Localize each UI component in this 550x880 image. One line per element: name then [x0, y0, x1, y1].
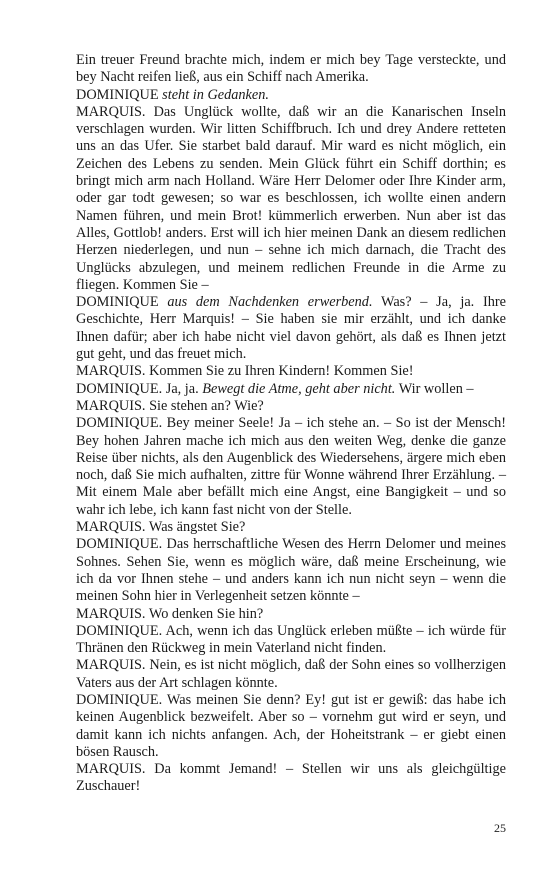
- paragraph-text: Kommen Sie zu Ihren Kindern! Kommen Sie!: [149, 363, 414, 380]
- paragraph-dominique-stage: [76, 87, 506, 104]
- dialogue-text: [76, 52, 506, 796]
- paragraph-marquis: [76, 657, 506, 692]
- speaker-name: DOMINIQUE.: [76, 380, 163, 397]
- speaker-name: DOMINIQUE: [76, 86, 159, 103]
- speaker-name: MARQUIS.: [76, 363, 146, 380]
- speaker-name: DOMINIQUE.: [76, 691, 163, 708]
- speaker-name: DOMINIQUE.: [76, 622, 163, 639]
- speaker-name: DOMINIQUE.: [76, 536, 163, 553]
- speaker-name: MARQUIS.: [76, 519, 146, 536]
- paragraph-dominique: [76, 692, 506, 761]
- paragraph-narration: [76, 52, 506, 87]
- paragraph-marquis: [76, 761, 506, 796]
- paragraph-text: Nein, es ist nicht möglich, daß der Sohn eines so vollherzigen Vaters aus der Art schlagen könnte.: [76, 657, 506, 691]
- paragraph-text: Das Unglück wollte, daß wir an die Kanarischen Inseln verschlagen wurden. Wir litten Schiffbruch. Ich und drey Andere retteten uns an das Ufer. Sie starbet bald darauf. Mir ward es nicht möglich, ein Zeichen des Lebens zu senden. Mein Glück führt ein Schiff dorthin; es bringt mich arm nach Holland. Wäre Herr Delomer oder Ihre Kinder arm, oder gar todt gewesen; so war es beschlossen, ich wollte einen andern Namen führen, und mein Brot! kümmerlich erwerben. Nun aber ist das Alles, Gottlob! anders. Erst will ich hier meinen Dank an diesem redlichen Herzen niederlegen, und nun – sehne ich mich darnach, die Tracht des Unglücks abzulegen, und meinem redlichen Freunde in die Arme zu fliegen. Kommen Sie –: [76, 103, 506, 293]
- speaker-name: DOMINIQUE.: [76, 415, 163, 432]
- paragraph-text: Ach, wenn ich das Unglück erleben müßte – ich würde für Thränen den Rückweg in mein Vaterland nicht finden.: [76, 622, 506, 657]
- speaker-name: MARQUIS.: [76, 657, 146, 674]
- speaker-name: MARQUIS.: [76, 605, 146, 622]
- speaker-name: MARQUIS.: [76, 397, 146, 414]
- paragraph-marquis: [76, 519, 506, 536]
- paragraph-dominique: [76, 536, 506, 605]
- stage-direction: steht in Gedanken.: [162, 86, 269, 103]
- speaker-name: DOMINIQUE: [76, 294, 159, 311]
- paragraph-text: Das herrschaftliche Wesen des Herrn Delomer und meines Sohnes. Sehen Sie, wenn es möglich wäre, daß meine Erscheinung, wie ich da vor Ihnen stehe – und anders kann ich nun nicht seyn – wenn die meinen Sohn hier in Verlegenheit setzen könnte –: [76, 536, 507, 605]
- paragraph-dominique: [76, 415, 506, 519]
- stage-direction: Bewegt die Atme, geht aber nicht.: [202, 380, 396, 397]
- page-number: 25: [494, 821, 506, 835]
- paragraph-text: Wir wollen –: [398, 380, 474, 397]
- paragraph-marquis: [76, 606, 506, 623]
- speaker-name: MARQUIS.: [76, 103, 146, 120]
- paragraph-text: Da kommt Jemand! – Stellen wir uns als gleichgültige Zuschauer!: [76, 761, 506, 795]
- paragraph-marquis: [76, 398, 506, 415]
- paragraph-text: Was ängstet Sie?: [148, 519, 246, 536]
- speaker-name: MARQUIS.: [76, 761, 146, 778]
- paragraph-dominique: [76, 623, 506, 658]
- paragraph-text: Was meinen Sie denn? Ey! gut ist er gewiß: das habe ich keinen Augenblick bezweifelt. Aber so – vornehm gut wird er seyn, und damit kann ich nichts anfangen. Ach, der Hoheitstrank – er giebt einen bösen Rausch.: [76, 691, 506, 760]
- paragraph-text: Ein treuer Freund brachte mich, indem er mich bey Tage versteckte, und bey Nacht reifen ließ, aus ein Schiff nach Amerika.: [76, 52, 506, 86]
- paragraph-marquis: [76, 363, 506, 380]
- paragraph-text: Ja, ja.: [165, 380, 199, 397]
- paragraph-text: Sie stehen an? Wie?: [149, 397, 264, 414]
- paragraph-dominique: [76, 381, 506, 398]
- paragraph-text: Was? – Ja, ja. Ihre Geschichte, Herr Marquis! – Sie haben sie mir erzählt, und ich danke Ihnen dafür; aber ich habe nicht viel davon gehört, als daß es Ihnen jetzt gut geht, und das freuet mich.: [76, 294, 506, 363]
- paragraph-marquis: [76, 104, 506, 294]
- paragraph-text: Wo denken Sie hin?: [148, 605, 264, 622]
- paragraph-text: Bey meiner Seele! Ja – ich stehe an. – So ist der Mensch! Bey hohen Jahren mache ich mich aus den weiten Weg, denke die ganze Reise über nichts, als den Augenblick des Wiedersehens, ärgere mich eben noch, daß Sie mich aufhalten, zittre für Wonne während Ihrer Erzählung. – Mit einem Male aber befällt mich eine Angst, eine Bangigkeit – und so wahr ich lebe, ich kann fast nicht von der Stelle.: [76, 415, 507, 518]
- stage-direction: aus dem Nachdenken erwerbend.: [167, 294, 373, 311]
- paragraph-dominique: [76, 294, 506, 363]
